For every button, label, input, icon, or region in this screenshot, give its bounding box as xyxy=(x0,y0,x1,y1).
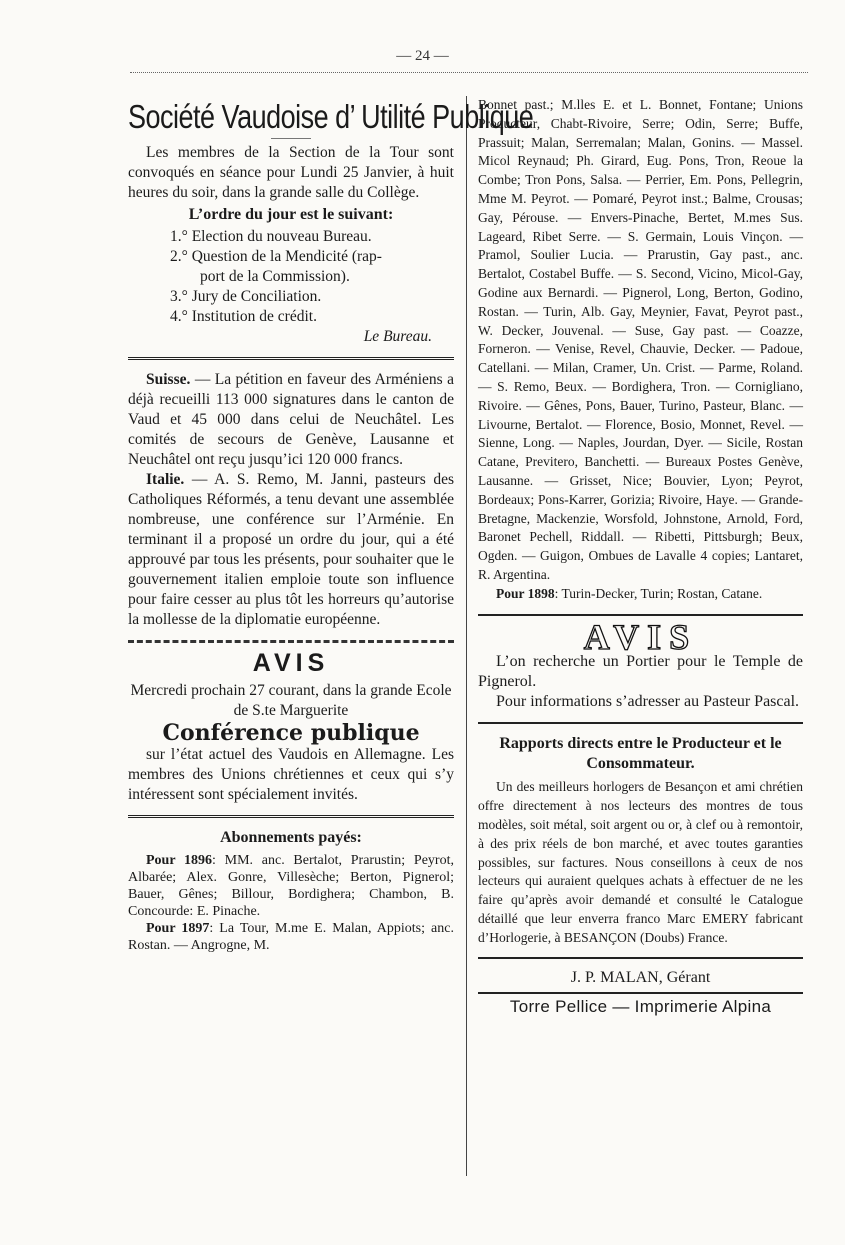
imprimerie-line: Torre Pellice — Imprimerie Alpina xyxy=(509,997,772,1017)
signature: Le Bureau. xyxy=(363,328,432,345)
pour-1898 xyxy=(478,585,803,604)
ordre-item: port de la Commission). xyxy=(200,268,350,285)
rapports-title: Rapports directs entre le Producteur et le Consommateur. xyxy=(499,735,782,773)
pour-1897 xyxy=(128,920,454,954)
right-column xyxy=(478,96,803,1019)
section-rule xyxy=(128,357,454,360)
top-rule xyxy=(130,72,808,73)
suisse-text: — La pétition en faveur des Arméniens a déjà recueilli 113 000 signatures dans le canton de Vaud et 45 000 dans celui de Neuchâtel. Les comités de secours de Genève, Lausanne et Neuchâtel ont reçu jusqu’ici 120 000 francs. xyxy=(128,371,454,468)
avis-text: sur l’état actuel des Vaudois en Allemagne. Les membres des Unions chrétiennes et ceux qui s’y intéressent sont spécialement invités. xyxy=(128,746,454,803)
avis-heading-right: AVIS xyxy=(583,616,698,657)
ordre-item: 3.° Jury de Conciliation. xyxy=(170,288,322,305)
section-rule xyxy=(128,815,454,818)
section-rule xyxy=(478,614,803,616)
section-rule xyxy=(478,722,803,724)
avis-line: Mercredi prochain 27 courant, dans la grande Ecole de S.te Marguerite xyxy=(130,682,452,719)
avis-heading-left: AVIS xyxy=(252,649,330,677)
abonnements-title: Abonnements payés: xyxy=(220,829,362,846)
title-rule xyxy=(271,138,311,139)
pour-1897-label: Pour 1897 xyxy=(146,921,210,936)
ordre-item: 2.° Question de la Mendicité (rap- xyxy=(170,248,382,265)
ordre-item: 1.° Election du nouveau Bureau. xyxy=(170,228,372,245)
convocation-text: Les membres de la Section de la Tour sont convoqués en séance pour Lundi 25 Janvier, à huit heures du soir, dans la grande salle du Collège. xyxy=(128,144,454,201)
avis-line: Pour informations s’adresser au Pasteur Pascal. xyxy=(496,693,800,711)
ordre-item: 4.° Institution de crédit. xyxy=(170,308,317,325)
column-divider xyxy=(466,96,467,1176)
pour-1898-label: Pour 1898 xyxy=(496,585,555,601)
conference-title: Conférence publique xyxy=(162,720,420,746)
rapports-text: Un des meilleurs horlogers de Besançon et ami chrétien offre directement à nos lecteurs des montres de tous modèles, soit métal, soit argent ou or, à clef ou à remontoir, à des prix réels de bon marché, et avec toutes garanties possibles, sur factures. Nous conseillons à ceux de nos lecteurs qui auraient quelques achats à effectuer de ne les faire qu’après avoir demandé et consulté le Catalogue détaillé que leur enverra franco Marc EMERY fabricant d’Horlogerie, à BESANÇON (Doubs) France. xyxy=(478,779,803,945)
abonnements-continued: Bonnet past.; M.lles E. et L. Bonnet, Fontane; Unions Producteur, Chabt-Rivoire, Serre; Odin, Serre; Buffe, Prassuit; Malan, Serremalan; Malan, Gonins. — Massel. Micol Reynaud; Ph. Girard, Eug. Pons, Tron, Reoue la Combe; Tron Pons, Salsa. — Perrier, Em. Pons, Pellegrin, Mme M. Peyrot. — Pomaré, Peyrot inst.; Balme, Crousas; Gay, Pérouse. — Envers-Pinache, Bertet, M.mes Sus. Lageard, Ribet Serre. — S. Germain, Louis Vinçon. — Pramol, Soulier Lucia. — Prarustin, Gay past., anc. Bertalot, Costabel Buffe. — S. Second, Vicino, Micol-Gay, Godine aux Bernardi. — Pignerol, Long, Berton, Godino, Rostan. — Turin, Alb. Gay, Meynier, Favat, Peyrot past., W. Decker, Jouvenal. — Suse, Gay past. — Coazze, Forneron. — Venise, Revel, Chauvie, Decker. — Padoue, Catellani. — Milan, Cramer, Un. Crist. — Parme, Roland. — S. Remo, Beux. — Bordighera, Tron. — Cornigliano, Rivoire. — Gênes, Pons, Bauer, Turino, Pasteur, Blanc. — Livourne, Bertalot. — Florence, Bosio, Monnet, Revel. — Sienne, Long. — Naples, Jourdan, Dyer. — Sicile, Rostan Catane, Previtero, Banchetti. — Bureaux Postes Genève, Lausanne. — Grisset, Nice; Bouvier, Lyon; Peyrot, Bordeaux; Pons-Karrer, Gorizia; Rivoire, Haye. — Grande-Bretagne, Mackenzie, Worsfold, Johnstone, Arnold, Ford, Baronet Pechell, Riddall. — Ribetti, Pittsburgh; Beux, Ogden. — Guigon, Ombues de Lavalle 4 copies; Lantaret, R. Argentina. xyxy=(478,97,803,582)
italie-paragraph xyxy=(128,470,454,630)
pour-1897-text: : La Tour, M.me E. Malan, Appiots; anc. Rostan. — Angrogne, M. xyxy=(128,921,454,953)
section-rule xyxy=(128,640,454,643)
page-number: — 24 — xyxy=(396,48,449,64)
section-rule xyxy=(478,957,803,959)
italie-text: — A. S. Remo, M. Janni, pasteurs des Catholiques Réformés, a tenu devant une assemblée nombreuse, une conférence sur l’Arménie. En terminant il a proposé un ordre du jour, qui a été approuvé par tous les présents, pour souhaiter que le gouvernement italien emploie toute son influence pour faire cesser au plus tôt les horreurs qu’autorise la mollesse de la diplomatie européenne. xyxy=(128,471,454,628)
italie-label: Italie. xyxy=(146,471,185,488)
article-title: Société Vaudoise d’ Utilité Publique xyxy=(128,97,534,136)
section-rule xyxy=(478,992,803,994)
suisse-paragraph xyxy=(128,370,454,470)
pour-1896 xyxy=(128,852,454,920)
pour-1896-label: Pour 1896 xyxy=(146,853,213,868)
gerant-line: J. P. MALAN, Gérant xyxy=(570,969,711,987)
suisse-label: Suisse. xyxy=(146,371,191,388)
pour-1898-text: : Turin-Decker, Turin; Rostan, Catane. xyxy=(554,585,763,601)
avis-line: L’on recherche un Portier pour le Temple de Pignerol. xyxy=(478,653,803,691)
pour-1896-text: : MM. anc. Bertalot, Prarustin; Peyrot, Albarée; Alex. Gonre, Villesèche; Berton, Pignerol; Bauer, Gênes; Billour, Bordighera; Chambon, B. Concourde: E. Pinache. xyxy=(128,853,454,919)
ordre-heading: L’ordre du jour est le suivant: xyxy=(188,206,394,223)
